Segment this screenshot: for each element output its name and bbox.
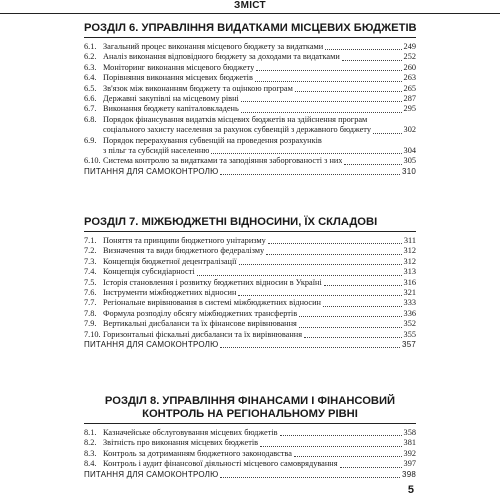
entry-number: 8.2.: [84, 438, 97, 448]
entry-page-number: 316: [403, 277, 416, 287]
entry-page-number: 357: [402, 340, 416, 350]
entry-page-number: 302: [403, 125, 416, 135]
dot-leader: [344, 164, 401, 165]
toc-entry[interactable]: [84, 246, 416, 256]
dot-leader: [299, 327, 402, 328]
entry-number: 7.3.: [84, 256, 97, 266]
entry-page-number: 312: [403, 256, 416, 266]
entry-title: Контроль за дотриманням бюджетного законодавства: [103, 448, 292, 458]
entry-page-number: 358: [403, 428, 416, 437]
entry-title: з пільг та субсидій населенню: [103, 146, 210, 156]
section-title: РОЗДІЛ 7. МІЖБЮДЖЕТНІ ВІДНОСИНИ, ЇХ СКЛАДОВІ: [84, 216, 416, 232]
toc-section-6: [84, 22, 416, 177]
entry-page-number: 263: [403, 73, 416, 83]
entry-title: Горизонтальні фіскальні дисбаланси та їх вирівнювання: [103, 329, 303, 339]
entry-number: 8.3.: [84, 448, 97, 458]
entry-number: 7.1.: [84, 236, 97, 245]
entry-number: 6.10.: [84, 156, 101, 166]
entry-title: Виконання бюджету капіталовкладень: [103, 104, 239, 114]
entry-title: Зв'язок між виконанням бюджету та оцінкою програм: [103, 83, 293, 93]
toc-items: [84, 428, 416, 480]
entry-number: 7.4.: [84, 267, 97, 277]
toc-entry[interactable]: [84, 63, 416, 73]
toc-entry[interactable]: [84, 115, 416, 136]
entry-title: Формула розподілу обсягу міжбюджетних трансфертів: [103, 308, 298, 318]
entry-title: Інструменти міжбюджетних відносин: [103, 288, 237, 298]
dot-leader: [239, 264, 402, 265]
entry-number: 7.6.: [84, 288, 97, 298]
entry-page-number: 310: [402, 166, 416, 176]
entry-number: 7.9.: [84, 319, 97, 329]
toc-entry[interactable]: [84, 438, 416, 448]
toc-entry[interactable]: [84, 309, 416, 319]
entry-page-number: 305: [403, 156, 416, 166]
dot-leader: [340, 467, 402, 468]
entry-title: Вертикальні дисбаланси та їх фінансове вирівнювання: [103, 319, 297, 329]
entry-page-number: 398: [402, 469, 416, 479]
entry-number: 6.9.: [84, 135, 97, 145]
entry-page-number: 336: [403, 308, 416, 318]
toc-section-7: [84, 216, 416, 350]
entry-title-line: Порядок фінансування видатків місцевих бюджетів на здійснення програм: [103, 114, 368, 124]
dot-leader: [294, 456, 402, 457]
entry-page-number: 333: [403, 298, 416, 308]
entry-page-number: 252: [403, 52, 416, 62]
entry-number: 6.5.: [84, 83, 97, 93]
entry-title: Поняття та принципи бюджетного унітаризму: [103, 236, 266, 245]
toc-entry[interactable]: [84, 42, 416, 52]
dot-leader: [238, 295, 401, 296]
entry-number: 6.4.: [84, 73, 97, 83]
toc-entry[interactable]: [84, 330, 416, 340]
toc-entry[interactable]: [84, 104, 416, 114]
entry-page-number: 249: [403, 42, 416, 51]
dot-leader: [211, 153, 401, 154]
entry-page-number: 260: [403, 62, 416, 72]
dot-leader: [323, 306, 402, 307]
entry-number: 6.3.: [84, 62, 97, 72]
entry-title: Загальний процес виконання місцевого бюджету за видатками: [103, 42, 324, 51]
toc-entry[interactable]: [84, 449, 416, 459]
entry-number: 8.1.: [84, 428, 97, 437]
entry-title: Система контролю за видатками та заподіяння заборгованості з них: [103, 156, 343, 166]
dot-leader: [268, 243, 402, 244]
dot-leader: [220, 174, 400, 175]
entry-title: Державні закупівлі на місцевому рівні: [103, 94, 239, 104]
entry-number: 7.10.: [84, 329, 101, 339]
entry-number: 7.2.: [84, 246, 97, 256]
toc-entry[interactable]: [84, 73, 416, 83]
dot-leader: [197, 275, 402, 276]
entry-title: соціального захисту населення за рахунок субвенцій з державного бюджету: [103, 125, 371, 135]
entry-number: 6.1.: [84, 42, 97, 51]
entry-title: Концепція бюджетної децентралізації: [103, 256, 237, 266]
entry-title: ПИТАННЯ ДЛЯ САМОКОНТРОЛЮ: [84, 166, 219, 176]
dot-leader: [256, 70, 401, 71]
entry-page-number: 355: [403, 329, 416, 339]
entry-number: 6.8.: [84, 114, 97, 124]
self-control-questions-entry[interactable]: [84, 340, 416, 350]
toc-items: [84, 42, 416, 177]
entry-page-number: 312: [403, 246, 416, 256]
entry-title-line: Порядок перерахування субвенцій на проведення розрахунків: [103, 135, 322, 145]
toc-entry[interactable]: [84, 257, 416, 267]
dot-leader: [280, 435, 402, 436]
toc-entry[interactable]: [84, 236, 416, 246]
toc-entry[interactable]: [84, 84, 416, 94]
dot-leader: [324, 285, 402, 286]
page-number: 5: [407, 484, 414, 496]
toc-entry[interactable]: [84, 267, 416, 277]
entry-page-number: 392: [403, 448, 416, 458]
entry-page-number: 381: [403, 438, 416, 448]
dot-leader: [295, 91, 402, 92]
entry-title: Порівняння виконання місцевих бюджетів: [103, 73, 253, 83]
dot-leader: [266, 254, 401, 255]
entry-title: ПИТАННЯ ДЛЯ САМОКОНТРОЛЮ: [84, 469, 219, 479]
entry-number: 7.5.: [84, 277, 97, 287]
toc-entry[interactable]: [84, 136, 416, 157]
entry-number: 7.8.: [84, 308, 97, 318]
entry-page-number: 265: [403, 83, 416, 93]
entry-title: Історія становлення і розвитку бюджетних відносин в Україні: [103, 277, 322, 287]
dot-leader: [299, 316, 401, 317]
entry-page-number: 311: [403, 236, 416, 245]
entry-number: 7.7.: [84, 298, 97, 308]
dot-leader: [260, 446, 401, 447]
entry-page-number: 321: [403, 288, 416, 298]
toc-entry[interactable]: [84, 459, 416, 469]
toc-entry[interactable]: [84, 319, 416, 329]
dot-leader: [220, 347, 400, 348]
dot-leader: [342, 60, 402, 61]
dot-leader: [373, 133, 402, 134]
entry-number: 8.4.: [84, 459, 97, 469]
entry-title: Контроль і аудит фінансової діяльності місцевого самоврядування: [103, 459, 338, 469]
dot-leader: [255, 81, 402, 82]
self-control-questions-entry[interactable]: [84, 470, 416, 480]
entry-title: ПИТАННЯ ДЛЯ САМОКОНТРОЛЮ: [84, 340, 219, 350]
toc-entry[interactable]: [84, 298, 416, 308]
entry-title: Аналіз виконання відповідного бюджету за доходами та видатками: [103, 52, 340, 62]
toc-items: [84, 236, 416, 350]
toc-entry[interactable]: [84, 94, 416, 104]
toc-entry[interactable]: [84, 52, 416, 62]
entry-page-number: 295: [403, 104, 416, 114]
entry-title: Визначення та види бюджетного федералізму: [103, 246, 265, 256]
entry-number: 6.2.: [84, 52, 97, 62]
section-title: РОЗДІЛ 6. УПРАВЛІННЯ ВИДАТКАМИ МІСЦЕВИХ БЮДЖЕТІВ: [84, 22, 416, 38]
self-control-questions-entry[interactable]: [84, 167, 416, 177]
toc-entry[interactable]: [84, 288, 416, 298]
entry-title: Моніторинг виконання місцевого бюджету: [103, 62, 255, 72]
dot-leader: [304, 337, 401, 338]
toc-section-8: [84, 395, 416, 480]
section-title: РОЗДІЛ 8. УПРАВЛІННЯ ФІНАНСАМИ І ФІНАНСОВИЙ КОНТРОЛЬ НА РЕГІОНАЛЬНОМУ РІВНІ: [84, 395, 416, 424]
toc-entry[interactable]: [84, 428, 416, 438]
dot-leader: [241, 112, 402, 113]
dot-leader: [241, 101, 402, 102]
dot-leader: [325, 49, 401, 50]
entry-page-number: 313: [403, 267, 416, 277]
dot-leader: [220, 477, 400, 478]
entry-title: Регіональне вирівнювання в системі міжбюджетних відносин: [103, 298, 321, 308]
entry-number: 6.6.: [84, 94, 97, 104]
entry-title: Казначейське обслуговування місцевих бюджетів: [103, 428, 278, 437]
entry-title: Звітність про виконання місцевих бюджетів: [103, 438, 259, 448]
toc-entry[interactable]: [84, 278, 416, 288]
entry-page-number: 352: [403, 319, 416, 329]
toc-entry[interactable]: [84, 156, 416, 166]
entry-number: 6.7.: [84, 104, 97, 114]
entry-page-number: 397: [403, 459, 416, 469]
entry-page-number: 304: [403, 146, 416, 156]
running-header: ЗМІСТ: [0, 0, 500, 14]
entry-title: Концепція субсидіарності: [103, 267, 195, 277]
entry-page-number: 287: [403, 94, 416, 104]
